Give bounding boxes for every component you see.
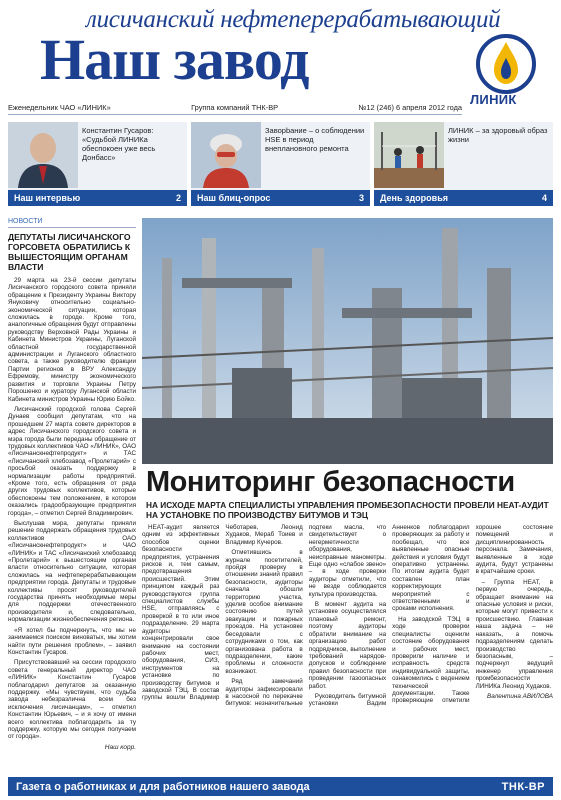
sports-photo — [374, 122, 444, 188]
news-rubric: НОВОСТИ — [8, 218, 136, 228]
teaser-health[interactable] — [374, 122, 553, 206]
main-article-body — [142, 524, 553, 776]
footer-slogan: Газета о работниках и для работников нашего завода — [16, 780, 310, 793]
weekly-label: Еженедельник ЧАО «ЛИНИК» — [8, 103, 111, 112]
article-author: Валентина АВИЛОВА — [487, 692, 553, 700]
article-paragraph: – Группа HEAT, в первую очередь, обращает внимание на опасные условия и риски, которые могут привести к происшествию. Главная наша задача – не наказать, а помочь подразделениям сделать производство безопасным, – подчеркнул ведущий инженер управления промбезопасности ЛИНИКа Леонид Худаков. — [475, 578, 553, 690]
article-paragraph: HEAT-аудит является одним из эффективных способов оценки безопасности предприятия, устранения рисков и, тем самым, предотвращения происшествий. Этим принципом каждый раз руководствуются группа специалистов службы HSE, отправляясь с проверкой в то или иное подразделение. 29 марта аудиторы концентрировали свое внимание на состоянии рабочих мест, оборудования, СИЗ, инструментов на установке по производству битумов и заводской ТЭЦ. В состав группы вошли Владимир Чеботарев, Леонид Худаков, Мераб Тоиев и Владимир Кучеров. — [142, 524, 303, 702]
footer-banner — [8, 777, 553, 796]
main-headline: Мониторинг безопасности — [146, 466, 515, 498]
news-column — [8, 218, 136, 773]
teaser-page: 4 — [541, 193, 547, 203]
news-paragraph: Лисичанский городской голова Сергей Дунаев сообщил депутатам, что на прошедшем 27 марта совете директоров в адрес Лисичанского городского совета и мэра города были переданы обращение от трудовых коллективов ЧАО «ЛИНИК», ОАО «Лисичанскнефтепродукт» и ТАС «Лисичанский хлебозавод «Пролетарий» с просьбой оказать поддержку в нормализации работы предприятий. «Кроме того, есть обращения от ряда других трудовых коллективов, которые обеспокоены тем положением, в котором оказались градообразующие предприятия города», – отметил Сергей Владимирович. — [8, 405, 136, 517]
teaser-blurb: ЛИНИК – за здоровый образ жизни — [448, 126, 548, 144]
refinery-photo — [142, 218, 553, 464]
teaser-blurb: Константин Гусаров: «Судьбой ЛИНИКа обеспокоен уже весь Донбасс» — [82, 126, 156, 162]
teaser-section: День здоровья — [380, 193, 448, 203]
teaser-bar — [374, 190, 553, 206]
main-lead: НА ИСХОДЕ МАРТА СПЕЦИАЛИСТЫ УПРАВЛЕНИЯ ПРОМБЕЗОПАСНОСТИ ПРОВЕЛИ HEAT-АУДИТ НА УСТАНОВКЕ ПО ПРОИЗВОДСТВУ БИТУМОВ И ТЭЦ — [146, 500, 549, 520]
article-paragraph: На заводской ТЭЦ в ходе проверки специалисты оценили состояние оборудования и рабочих мест, проверили наличие и исправность средств индивидуальной защиты, ознакомились с ведением технической документации. Также проверяющие отметили хорошее состояние помещений и дисциплинированность персонала. Замечания, выявленные в ходе аудита, будут устранены в кратчайшие сроки. — [392, 524, 553, 705]
issue-number: №12 (246) 6 апреля 2012 года — [358, 103, 462, 112]
teaser-blurb: Заворbание – о соблюдении HSE в период внеплановного ремонта — [265, 126, 365, 153]
news-signature: Наш корр. — [104, 743, 136, 751]
news-paragraph: 29 марта на 23-й сессии депутаты Лисичанского городского совета приняли обращение к Президенту Украины Виктору Януковичу относительно социально-экономической ситуации, которая сложилась в городе. Кроме того, аналогичные обращения будут отправлены руководству Верховной Рады Украины и Кабинета Министров Украины, Луганской областной государственной администрации и Луганского областного совета, а также руководителю фракции Партии регионов в ВРУ Александру Ефремову, министру экономического развития и торговли Украины Петру Порошенко и куратору Луганской области Кабинета министров Украины Юрию Бойко. — [8, 277, 136, 403]
teaser-page: 3 — [358, 193, 364, 203]
news-paragraph: Выслушав мэра, депутаты приняли решение поддержать обращения трудовых коллективов ОАО «Лисичанскнефтепродукт» и ЧАО «ЛИНИК» и ТАС «Лисичанский хлебозавод «Пролетарий» к вышестоящим органам власти относительно ситуации, которая сложилась на нефтеперерабатывающем предприятии города. Депутаты и трудовые коллективы просят руководителей государства принять необходимые меры для поддержки отечественного производителя и, следовательно, нормализации жизнеобеспечения региона. — [8, 520, 136, 624]
article-paragraph: Руководитель битумной установки Вадим Анненков поблагодарил проверяющих за работу и пообещал, что все выявленные опасные действия и условия будут оперативно устранены. По итогам аудита будет составлен план корректирующих мероприятий с ответственными и сроками исполнения. — [308, 524, 470, 708]
masthead-subtitle: лисичанский нефтеперерабатывающий — [86, 6, 501, 33]
logo-text: ЛИНИК — [470, 92, 517, 107]
issue-meta — [8, 103, 462, 115]
group-label: Группа компаний ТНК-ВР — [191, 103, 279, 112]
masthead — [0, 0, 561, 112]
teaser-blitz[interactable] — [191, 122, 370, 206]
teaser-page: 2 — [175, 193, 181, 203]
footer-brand: ТНК-ВР — [501, 780, 545, 793]
article-paragraph: Отметившись в журнале посетителей, пройдя проверку в отношении знаний правил безопасности, аудиторы сначала обошли территорию участка, уделив особое внимание состоянию путей эвакуации и пожарных проездов. На установке беседовали с сотрудниками о том, как организована работа в подразделении, какие проблемы и сложности возникают. — [225, 549, 303, 675]
teaser-section: Наш блиц-опрос — [197, 193, 271, 203]
article-paragraph: Ряд замечаний аудиторы зафиксировали в насосной по перекачке битумов: незначительные подтеки масла, что свидетельствует о негерметичности оборудования, неисправные манометры. Еще одно «слабое звено» – в ходе проверки аудиторы отметили, что не везде соблюдается культура производства. — [225, 524, 387, 708]
teaser-strip — [8, 122, 553, 206]
teaser-interview[interactable] — [8, 122, 187, 206]
teaser-section: Наш интервью — [14, 193, 81, 203]
portrait-photo — [8, 122, 78, 188]
news-headline: ДЕПУТАТЫ ЛИСИЧАНСКОГО ГОРСОВЕТА ОБРАТИЛИСЬ К ВЫШЕСТОЯЩИМ ОРГАНАМ ВЛАСТИ — [8, 232, 131, 272]
newspaper-title: Наш завод — [40, 27, 309, 92]
news-paragraph: «Я хотел бы подчеркнуть, что мы не занимаемся поиском виноватых, мы хотим найти пути решения проблем», – заявил Константин Гусаров. — [8, 626, 136, 656]
worker-photo — [191, 122, 261, 188]
news-paragraph: Присутствовавший на сессии городского совета генеральный директор ЧАО «ЛИНИК» Константин Гусаров поблагодарил депутатов за оказанную поддержку. «Мы чувствуем, что судьба завода небезразлична всем без исключения лисичанцам», – отметил Константин Юрьевич, – и я хочу от имени всего коллектива поблагодарить за ту поддержку, которую мы сегодня получаем от города». — [8, 659, 136, 741]
teaser-bar — [8, 190, 187, 206]
news-body — [8, 277, 136, 751]
teaser-bar — [191, 190, 370, 206]
article-paragraph: В момент аудита на установке осуществлялся плановый ремонт, поэтому аудиторы обратили внимание на организацию работ подрядчиков, выполнение требований нарядов-допусков и соблюдение правил безопасности при проведении газоопасных работ. — [308, 601, 387, 690]
